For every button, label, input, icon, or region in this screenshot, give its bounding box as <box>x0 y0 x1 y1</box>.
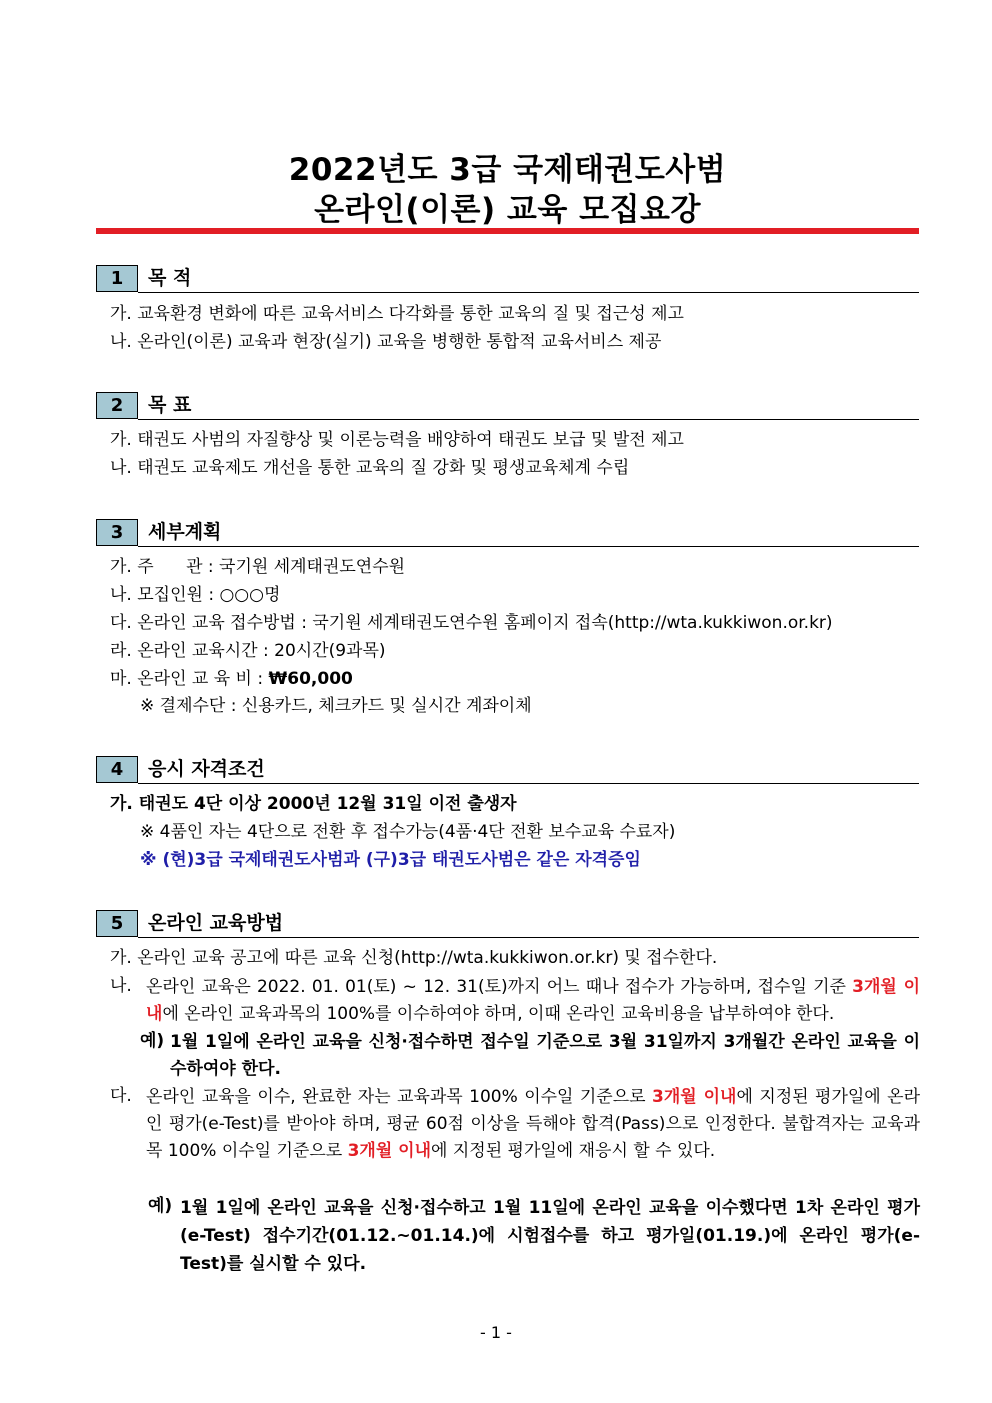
fee-value: ₩60,000 <box>268 669 353 689</box>
section-5-example-2-prefix: 예) <box>148 1196 173 1216</box>
section-5-example-2: 1월 1일에 온라인 교육을 신청·접수하고 1월 11일에 온라인 교육을 이수했다면 1차 온라인 평가(e-Test) 접수기간(01.12.~01.14.)에 시험접수를 하고 평가일(01.19.)에 온라인 평가(e-Test)를 실시할 수 있다. <box>180 1198 920 1274</box>
section-4-header <box>96 756 919 784</box>
section-divider <box>138 783 919 784</box>
section-5-header <box>96 910 919 938</box>
section-title: 온라인 교육방법 <box>148 912 284 934</box>
item-da-text-b: 에 지정된 평가일에 온라인 평가(e-Test)를 받아야 하며, 평균 60점 이상을 득해야 합격(Pass)으로 인정한다. 불합격자는 교육과목 100% 이수일 기준으로 <box>146 1087 920 1161</box>
section-3-item-ma <box>110 667 353 691</box>
section-5-example-1: 1월 1일에 온라인 교육을 신청·접수하면 접수일 기준으로 3월 31일까지 3개월간 온라인 교육을 이수하여야 한다. <box>170 1032 920 1079</box>
title-divider <box>96 228 919 234</box>
section-2-item-ga: 가. 태권도 사범의 자질향상 및 이론능력을 배양하여 태권도 보급 및 발전 제고 <box>110 430 684 450</box>
item-da-highlight-2: 3개월 이내 <box>347 1141 432 1161</box>
item-da-text-c: 에 지정된 평가일에 재응시 할 수 있다. <box>431 1141 716 1161</box>
section-number: 1 <box>96 265 138 292</box>
section-3-item-ga: 가. 주 관 : 국기원 세계태권도연수원 <box>110 557 406 577</box>
section-1-header <box>96 265 919 293</box>
section-2-item-na: 나. 태권도 교육제도 개선을 통한 교육의 질 강화 및 평생교육체계 수립 <box>110 458 630 478</box>
section-divider <box>138 292 919 293</box>
section-5-item-da-prefix: 다. <box>110 1086 132 1106</box>
item-da-text-a: 온라인 교육을 이수, 완료한 자는 교육과목 100% 이수일 기준으로 <box>146 1087 653 1107</box>
section-3-item-da: 다. 온라인 교육 접수방법 : 국기원 세계태권도연수원 홈페이지 접속(http://wta.kukkiwon.or.kr) <box>110 613 833 633</box>
section-1-item-ga: 가. 교육환경 변화에 따른 교육서비스 다각화를 통한 교육의 질 및 접근성 제고 <box>110 304 684 324</box>
section-4-note-2: ※ (현)3급 국제태권도사범과 (구)3급 태권도사범은 같은 자격증임 <box>140 850 641 870</box>
section-title: 목 표 <box>148 394 192 416</box>
section-5-item-da <box>146 1084 920 1165</box>
section-5-item-na <box>146 974 920 1028</box>
section-number: 5 <box>96 910 138 937</box>
page-title-line2: 온라인(이론) 교육 모집요강 <box>314 192 701 228</box>
section-number: 2 <box>96 392 138 419</box>
section-3-item-ra: 라. 온라인 교육시간 : 20시간(9과목) <box>110 641 386 661</box>
section-5-item-na-prefix: 나. <box>110 976 132 996</box>
section-number: 4 <box>96 756 138 783</box>
section-3-item-na: 나. 모집인원 : ○○○명 <box>110 585 281 605</box>
section-3-header <box>96 519 919 547</box>
fee-label: 마. 온라인 교 육 비 : <box>110 669 269 689</box>
section-divider <box>138 419 919 420</box>
section-5-item-ga: 가. 온라인 교육 공고에 따른 교육 신청(http://wta.kukkiwon.or.kr) 및 접수한다. <box>110 948 718 968</box>
section-title: 세부계획 <box>148 521 222 543</box>
section-1-item-na: 나. 온라인(이론) 교육과 현장(실기) 교육을 병행한 통합적 교육서비스 제공 <box>110 332 662 352</box>
section-4-note-1: ※ 4품인 자는 4단으로 전환 후 접수가능(4품·4단 전환 보수교육 수료자) <box>140 822 676 842</box>
section-2-header <box>96 392 919 420</box>
section-number: 3 <box>96 519 138 546</box>
section-title: 응시 자격조건 <box>148 758 265 780</box>
item-da-highlight-1: 3개월 이내 <box>652 1087 737 1107</box>
section-title: 목 적 <box>148 267 192 289</box>
item-na-highlight: 3개월 이내 <box>146 977 920 1024</box>
section-4-item-ga: 가. 태권도 4단 이상 2000년 12월 31일 이전 출생자 <box>110 794 517 814</box>
item-na-text-a: 온라인 교육은 2022. 01. 01(토) ~ 12. 31(토)까지 어느 때나 접수가 가능하며, 접수일 기준 <box>146 977 853 997</box>
page-title-line1: 2022년도 3급 국제태권도사범 <box>288 152 727 188</box>
section-divider <box>138 937 919 938</box>
page-number: - 1 - <box>480 1323 512 1342</box>
section-5-example-1-prefix: 예) <box>140 1031 165 1051</box>
item-na-text-b: 에 온라인 교육과목의 100%를 이수하여야 하며, 이때 온라인 교육비용을 납부하여야 한다. <box>162 1004 835 1024</box>
section-divider <box>138 546 919 547</box>
section-3-payment-note: ※ 결제수단 : 신용카드, 체크카드 및 실시간 계좌이체 <box>140 696 532 716</box>
